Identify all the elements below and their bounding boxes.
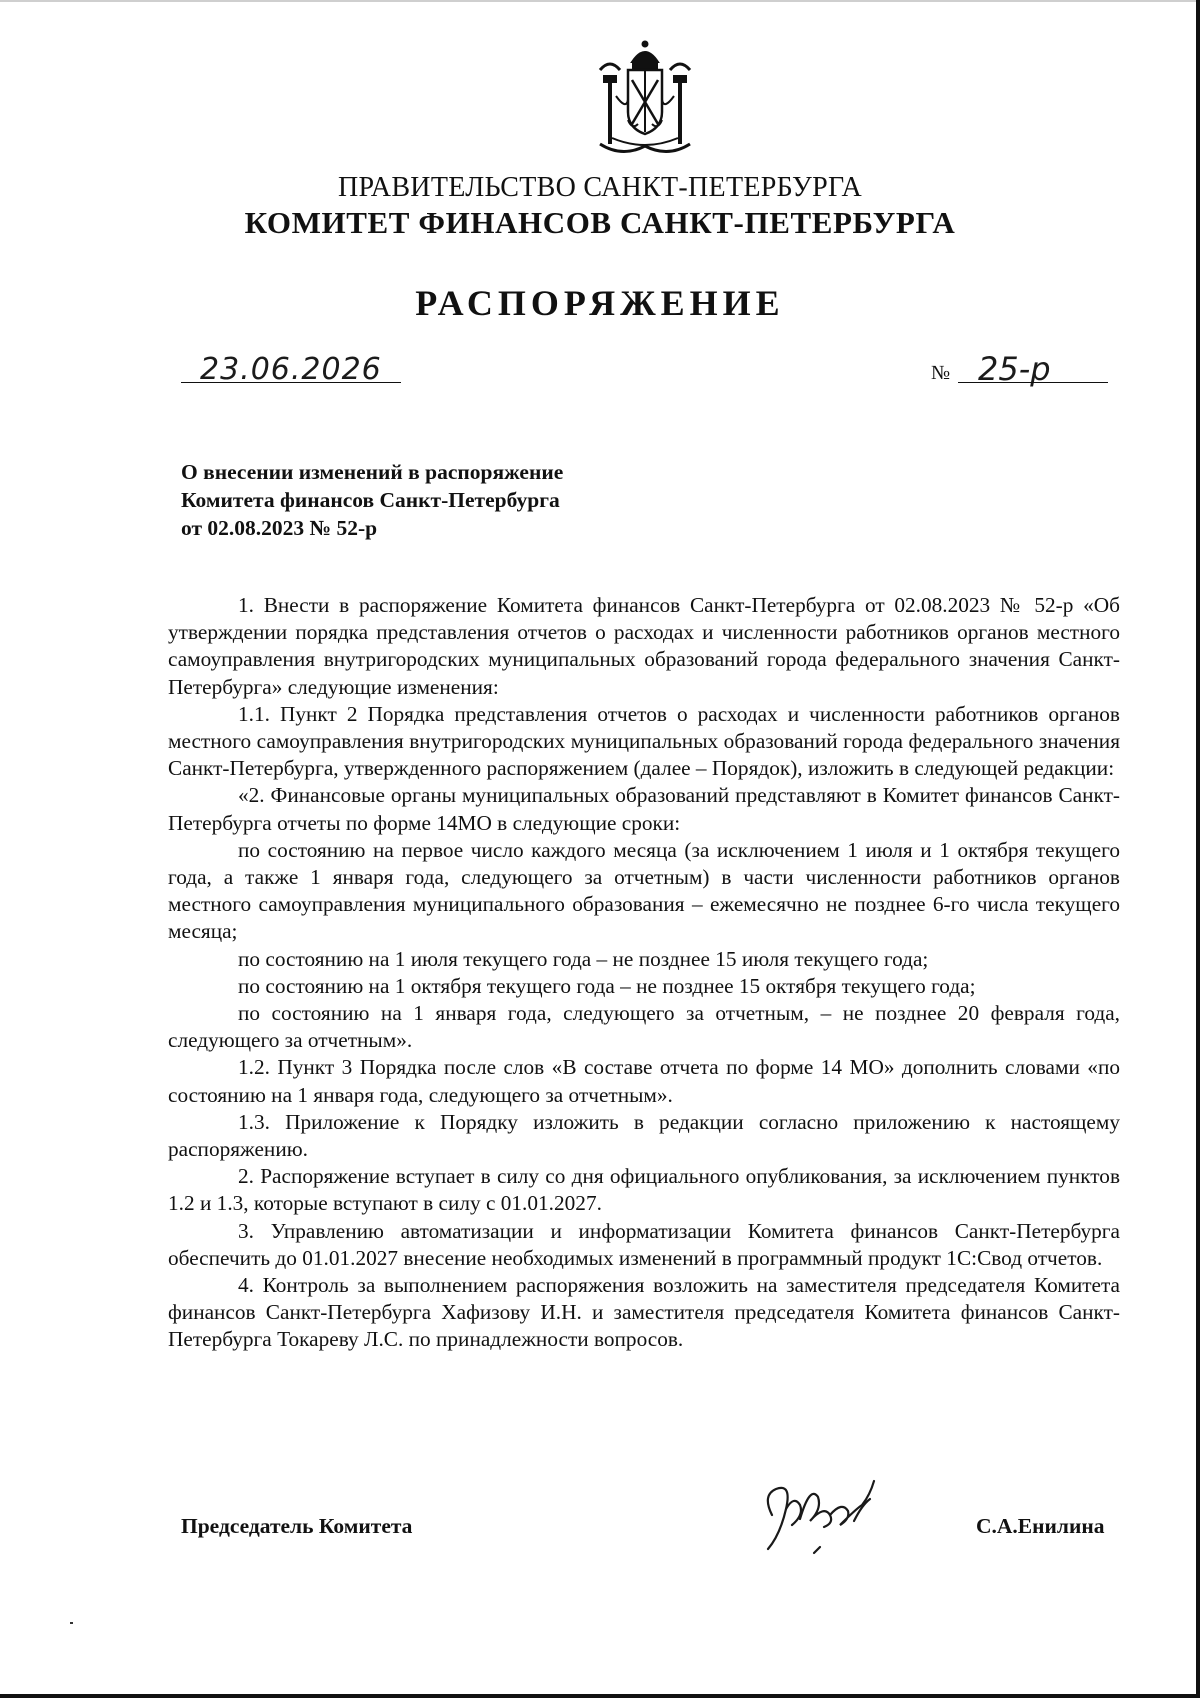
subject-line: от 02.08.2023 № 52-р [181,516,378,540]
body-paragraph: по состоянию на 1 октября текущего года – не позднее 15 октября текущего года; [238,973,976,998]
body-paragraph: 1.1. Пункт 2 Порядка представления отчетов о расходах и численности работников органов местного самоуправления внутригородских муниципальных образований города федерального значения Санкт-Петербурга, утвержденного распоряжением (далее – Порядок), изложить в следующей редакции: [168,701,1120,781]
document-subject [181,458,563,542]
document-body [168,592,1120,1354]
number-underline [958,382,1108,383]
coat-of-arms-icon [592,40,698,158]
body-paragraph: 3. Управлению автоматизации и информатизации Комитета финансов Санкт-Петербурга обеспечить до 01.01.2027 внесение необходимых изменений в программный продукт 1С:Свод отчетов. [168,1218,1120,1270]
document-number: 25-р [978,350,1051,388]
date-underline [181,382,401,383]
body-paragraph: по состоянию на 1 июля текущего года – не позднее 15 июля текущего года; [238,946,929,971]
scan-artifact [70,1622,73,1624]
scan-edge-top [0,0,1200,2]
body-paragraph: по состоянию на первое число каждого месяца (за исключением 1 июля и 1 октября текущего года, а также 1 января года, следующего за отчетным) в части численности работников органов местного самоуправления муниципального образования – ежемесячно не позднее 6-го числа текущего месяца; [168,837,1120,944]
subject-line: О внесении изменений в распоряжение [181,460,564,484]
scan-edge-bottom [0,1694,1200,1698]
body-paragraph: 4. Контроль за выполнением распоряжения возложить на заместителя председателя Комитета финансов Санкт-Петербурга Хафизову И.Н. и заместителя председателя Комитета финансов Санкт-Петербурга Токареву Л.С. по принадлежности вопросов. [168,1273,1120,1352]
committee-name: КОМИТЕТ ФИНАНСОВ САНКТ-ПЕТЕРБУРГА [244,205,956,240]
signatory-title: Председатель Комитета [181,1514,413,1538]
handwritten-signature [758,1475,888,1561]
number-prefix: № [931,362,951,384]
body-paragraph: 2. Распоряжение вступает в силу со дня официального опубликования, за исключением пунктов 1.2 и 1.3, которые вступают в силу с 01.01.2027. [168,1164,1120,1216]
body-paragraph: 1.3. Приложение к Порядку изложить в редакции согласно приложению к настоящему распоряжению. [168,1109,1120,1162]
scan-edge-right [1196,0,1200,1698]
body-paragraph: «2. Финансовые органы муниципальных образований представляют в Комитет финансов Санкт-Петербурга отчеты по форме 14МО в следующие сроки: [168,783,1120,835]
body-paragraph: по состоянию на 1 января года, следующего за отчетным, – не позднее 20 февраля года, следующего за отчетным». [168,1001,1120,1053]
subject-line: Комитета финансов Санкт-Петербурга [181,488,560,512]
body-paragraph: 1.2. Пункт 3 Порядка после слов «В составе отчета по форме 14 МО» дополнить словами «по состоянию на 1 января года, следующего за отчетным». [168,1055,1120,1107]
body-paragraph: 1. Внести в распоряжение Комитета финансов Санкт-Петербурга от 02.08.2023 № 52-р «Об утверждении порядка представления отчетов о расходах и численности работников органов местного самоуправления внутригородских муниципальных образований города федерального значения Санкт-Петербурга» следующие изменения: [168,593,1120,699]
signatory-name: С.А.Енилина [976,1514,1105,1538]
document-date: 23.06.2026 [200,352,382,387]
document-type-title: РАСПОРЯЖЕНИЕ [415,283,785,323]
government-name: ПРАВИТЕЛЬСТВО САНКТ-ПЕТЕРБУРГА [338,172,862,203]
